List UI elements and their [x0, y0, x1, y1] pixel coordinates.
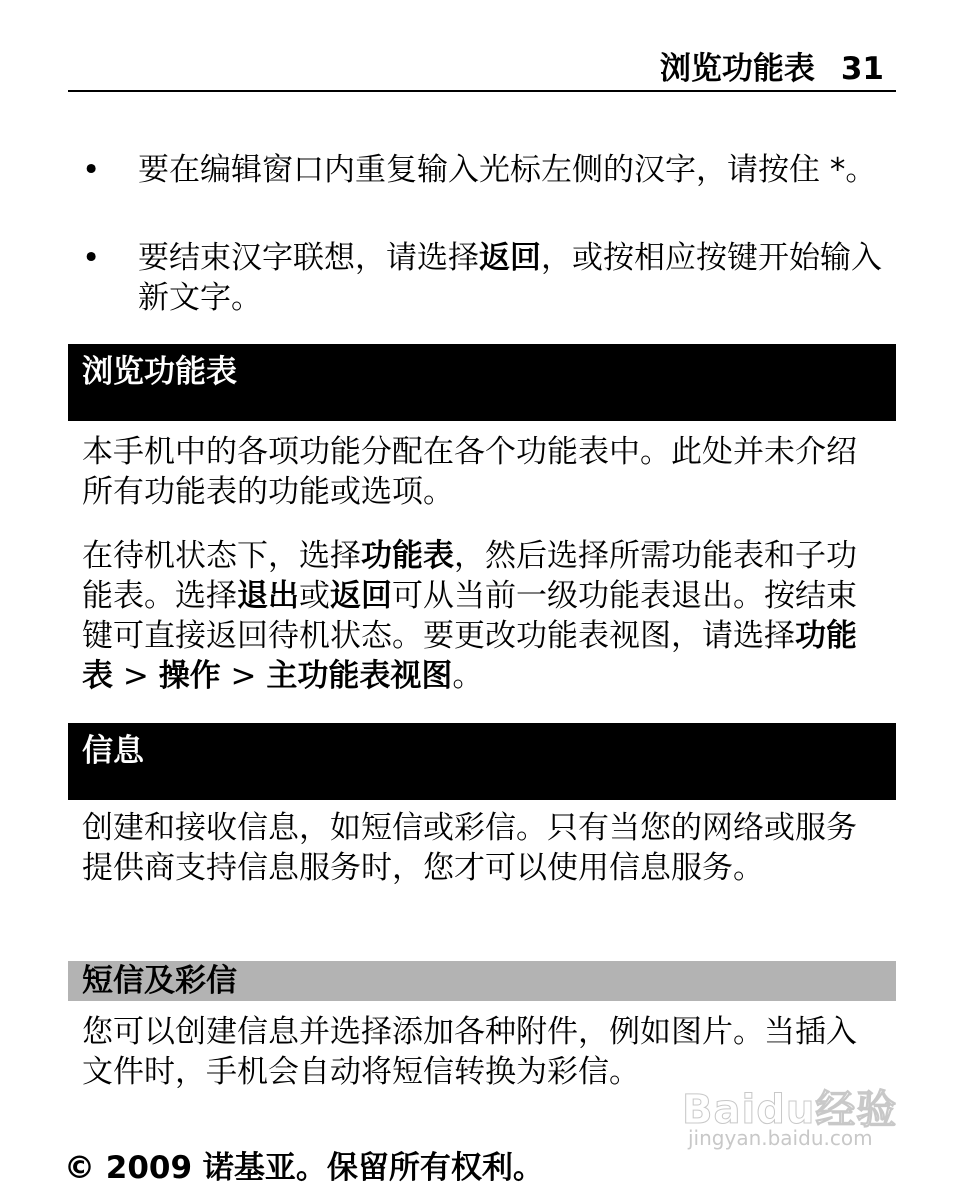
section-heading-messages: 信息: [68, 723, 896, 800]
baidu-watermark: [682, 1078, 912, 1154]
bullet-item: [82, 238, 892, 318]
paragraph-messages: 创建和接收信息，如短信或彩信。只有当您的网络或服务提供商支持信息服务时，您才可以使用信息服务。: [82, 810, 857, 886]
bold-term: 返回: [479, 240, 541, 276]
page-number: 31: [840, 51, 884, 87]
watermark-url: jingyan.baidu.com: [688, 1126, 873, 1150]
footer-copyright: © 2009 诺基亚。保留所有权利。: [64, 1150, 544, 1186]
paragraph-browse-intro: 本手机中的各项功能分配在各个功能表中。此处并未介绍所有功能表的功能或选项。: [82, 434, 857, 510]
section-heading-browse: 浏览功能表: [68, 344, 896, 421]
bullet-item: [82, 150, 892, 190]
header-title: 浏览功能表: [659, 51, 815, 87]
paragraph-browse-instructions: 在待机状态下，选择功能表，然后选择所需功能表和子功能表。选择退出或返回可从当前一级功能表退出。按结束键可直接返回待机状态。要更改功能表视图，请选择功能表 > 操作 > 主功能表视图。: [82, 538, 857, 694]
bullet-dot: •: [82, 152, 101, 188]
bullet-dot: •: [82, 240, 101, 276]
page-header: [68, 48, 896, 92]
subsection-heading-sms-mms: 短信及彩信: [68, 961, 896, 1001]
bullet-text: 要结束汉字联想，请选择返回，或按相应按键开始输入新文字。: [138, 240, 882, 316]
bullet-text: 要在编辑窗口内重复输入光标左侧的汉字，请按住 *。: [138, 152, 877, 188]
paragraph-sms-mms: 您可以创建信息并选择添加各种附件，例如图片。当插入文件时，手机会自动将短信转换为彩信。: [82, 1014, 857, 1090]
watermark-logo: Baidu经验: [682, 1087, 898, 1133]
